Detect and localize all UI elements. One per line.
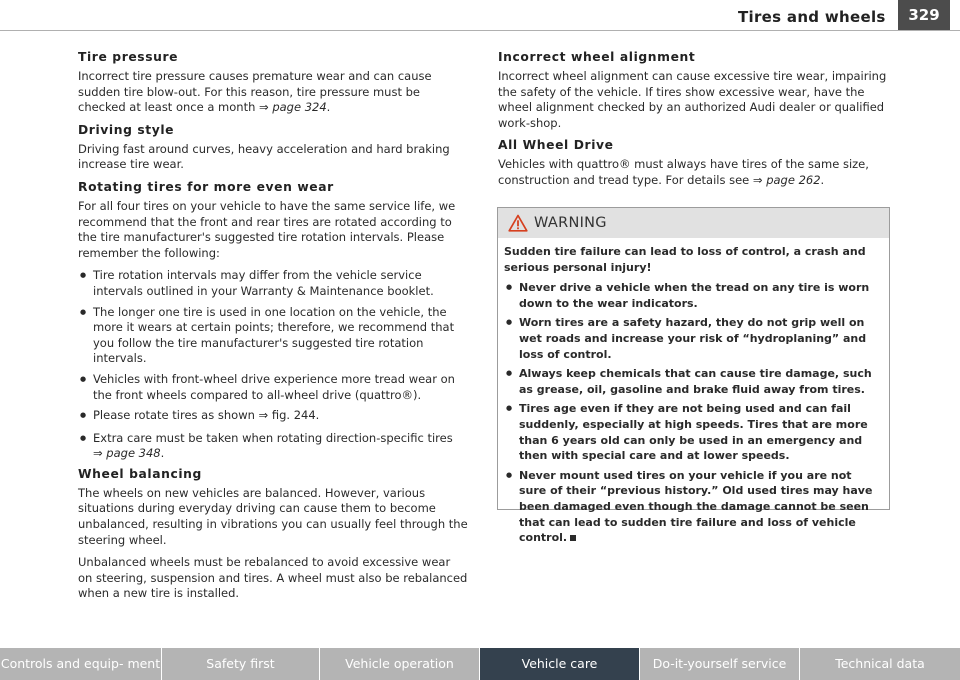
list-item: ● Tire rotation intervals may differ from the vehicle service intervals outlined in your Warranty & Maintenance booklet. xyxy=(78,268,468,299)
section-heading: Driving style xyxy=(78,122,175,137)
tab-safety-first[interactable]: Safety first xyxy=(162,648,320,680)
bullet-icon xyxy=(504,315,519,362)
footer-nav xyxy=(0,648,960,680)
section-heading: All Wheel Drive xyxy=(498,138,614,153)
section-rotating-tires xyxy=(78,180,468,462)
paragraph: Incorrect tire pressure causes premature wear and can cause sudden tire blow-out. For this reason, tire pressure must be checked at least once a month ⇒ page 324. xyxy=(78,69,432,115)
warning-intro: Sudden tire failure can lead to loss of control, a crash and serious personal injury! xyxy=(504,245,866,274)
bullet-icon xyxy=(504,401,519,463)
paragraph: For all four tires on your vehicle to have the same service life, we recommend that the front and rear tires are rotated according to the tire manufacturer's suggested tire rotation intervals. Please remember the following: xyxy=(78,198,456,260)
bullet-icon xyxy=(504,468,519,546)
warning-triangle-icon xyxy=(508,214,528,232)
section-heading: Wheel balancing xyxy=(78,466,202,481)
section-heading: Rotating tires for more even wear xyxy=(78,179,334,194)
bullet-icon xyxy=(78,305,93,367)
section-tire-pressure xyxy=(78,50,468,116)
warning-header xyxy=(498,208,889,238)
list-item: ● Never drive a vehicle when the tread on any tire is worn down to the wear indicators. xyxy=(504,280,882,311)
paragraph: Unbalanced wheels must be rebalanced to avoid excessive wear on steering, suspension and tires. A wheel must also be rebalanced when a new tire is installed. xyxy=(78,555,468,601)
list-item: ● Extra care must be taken when rotating direction-specific tires ⇒ page 348. xyxy=(78,431,468,462)
bullet-icon xyxy=(78,408,93,426)
tab-vehicle-care[interactable]: Vehicle care xyxy=(480,648,640,680)
list-item: ● Vehicles with front-wheel drive experience more tread wear on the front wheels compared to all-wheel drive (quattro®). xyxy=(78,372,468,403)
header-divider xyxy=(0,30,960,31)
bullet-icon xyxy=(78,431,93,462)
page-title: Tires and wheels xyxy=(738,8,886,26)
list-item: ● Worn tires are a safety hazard, they do not grip well on wet roads and increase your risk of “hydroplaning” and loss of control. xyxy=(504,315,882,362)
section-all-wheel-drive xyxy=(498,138,888,188)
section-wheel-balancing xyxy=(78,467,468,602)
bullet-icon xyxy=(504,280,519,311)
tab-do-it-yourself-service[interactable]: Do-it-yourself service xyxy=(640,648,800,680)
section-wheel-alignment xyxy=(498,50,888,131)
section-heading: Tire pressure xyxy=(78,50,179,64)
page-reference-link[interactable]: ⇒ page 348 xyxy=(93,446,161,461)
tab-controls-and-equipment[interactable]: Controls and equip- ment xyxy=(0,648,162,680)
tab-technical-data[interactable]: Technical data xyxy=(800,648,960,680)
section-heading: Incorrect wheel alignment xyxy=(498,50,696,64)
list-item: ● Tires age even if they are not being used and can fail suddenly, especially at high speeds. Tires that are more than 6 years old can only be used in an emergency and then with special care and at lower speeds. xyxy=(504,401,882,463)
bullet-icon xyxy=(504,366,519,397)
end-of-section-icon xyxy=(570,535,576,541)
warning-box xyxy=(497,207,890,545)
warning-body xyxy=(498,238,889,546)
page-number-badge: 329 xyxy=(898,0,950,30)
paragraph: Incorrect wheel alignment can cause excessive tire wear, impairing the safety of the vehicle. If tires show excessive wear, have the wheel alignment checked by an authorized Audi dealer or qualified work-shop. xyxy=(498,69,887,130)
paragraph: Vehicles with quattro® must always have tires of the same size, construction and tread type. For details see ⇒ page 262. xyxy=(498,157,869,187)
page-reference-link[interactable]: ⇒ page 324 xyxy=(259,100,327,115)
warning-title: WARNING xyxy=(534,215,607,231)
list-item: ● The longer one tire is used in one location on the vehicle, the more it wears at certain points; therefore, we recommend that you follow the tire manufacturer's suggested tire rotation intervals. xyxy=(78,305,468,367)
left-column xyxy=(78,50,468,609)
list-item: ● Please rotate tires as shown ⇒ fig. 244. xyxy=(78,408,468,426)
paragraph: The wheels on new vehicles are balanced. However, various situations during everyday driving can cause them to become unbalanced, resulting in vibrations you can usually feel through the steering wheel. xyxy=(78,485,468,547)
bullet-icon xyxy=(78,372,93,403)
bullet-icon xyxy=(78,268,93,299)
paragraph: Driving fast around curves, heavy acceleration and hard braking increase tire wear. xyxy=(78,141,450,172)
list-item: ● Never mount used tires on your vehicle if you are not sure of their “previous history.” Old used tires may have been damaged even though the damage cannot be seen that can lead to sudden tire failure and loss of vehicle control. xyxy=(504,468,882,546)
tab-vehicle-operation[interactable]: Vehicle operation xyxy=(320,648,480,680)
right-column xyxy=(498,50,888,196)
page-reference-link[interactable]: ⇒ page 262 xyxy=(752,172,821,187)
list-item: ● Always keep chemicals that can cause tire damage, such as grease, oil, gasoline and brake fluid away from tires. xyxy=(504,366,882,397)
section-driving-style xyxy=(78,123,468,173)
